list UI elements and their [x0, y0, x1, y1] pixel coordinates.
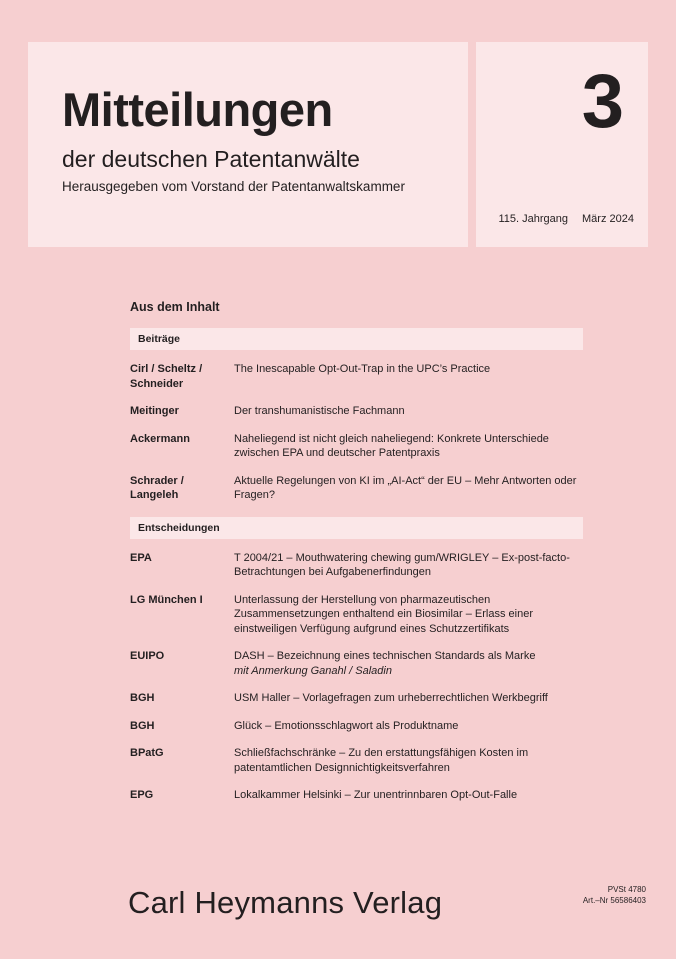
entry-title: Aktuelle Regelungen von KI im „AI-Act“ der EU – Mehr Antworten oder Fragen? — [234, 474, 577, 502]
contents-entry — [130, 404, 583, 419]
entry-author: EPG — [130, 789, 154, 802]
issue-meta — [476, 213, 634, 225]
entry-author: Ackermann — [130, 432, 190, 445]
contents-entry — [130, 362, 583, 391]
contents-entry — [130, 746, 583, 775]
journal-subtitle: der deutschen Patentanwälte — [62, 146, 360, 172]
article-number: Art.–Nr 56586403 — [582, 896, 646, 906]
entry-author: Meitinger — [130, 405, 179, 418]
entry-author: LG München I — [130, 593, 203, 606]
contents-list — [130, 300, 583, 816]
entry-title: T 2004/21 – Mouthwatering chewing gum/WRIGLEY – Ex-post-facto-Betrachtungen bei Aufgabenerfindungen — [234, 551, 570, 579]
contents-heading: Aus dem Inhalt — [130, 300, 220, 314]
entry-author: BGH — [130, 692, 155, 705]
contents-entry — [130, 788, 583, 803]
entry-title-text: DASH – Bezeichnung eines technischen Standards als Marke — [234, 650, 536, 663]
entry-title: Lokalkammer Helsinki – Zur unentrinnbaren Opt-Out-Falle — [234, 789, 518, 802]
contents-entry — [130, 719, 583, 734]
contents-entry — [130, 474, 583, 503]
issue-number: 3 — [581, 59, 624, 144]
contents-entry — [130, 691, 583, 706]
masthead-title-block — [28, 42, 468, 247]
entry-title: Der transhumanistische Fachmann — [234, 405, 405, 418]
publisher-name: Carl Heymanns Verlag — [128, 885, 443, 920]
entry-title: The Inescapable Opt-Out-Trap in the UPC’s Practice — [234, 363, 491, 375]
entry-author: EPA — [130, 551, 152, 564]
contents-entry — [130, 432, 583, 461]
masthead — [28, 42, 648, 247]
contents-entry — [130, 593, 583, 637]
entry-author: BGH — [130, 719, 155, 732]
contents-entry — [130, 649, 583, 678]
issue-volume: 115. Jahrgang — [498, 213, 569, 225]
issue-block — [476, 42, 648, 247]
entry-author: EUIPO — [130, 650, 165, 663]
entry-author: BPatG — [130, 747, 164, 760]
entry-author: Schrader / Langeleh — [130, 474, 184, 502]
section-header-beitraege: Beiträge — [130, 328, 583, 350]
pvst-code: PVSt 4780 — [607, 884, 646, 894]
entry-author: Cirl / Scheltz / Schneider — [130, 363, 203, 390]
issue-date: März 2024 — [582, 213, 634, 225]
entry-title — [234, 649, 583, 678]
entry-annotation: mit Anmerkung Ganahl / Saladin — [234, 664, 392, 677]
entry-title: Naheliegend ist nicht gleich naheliegend: Konkrete Unterschiede zwischen EPA und deutscher Patentpraxis — [234, 432, 549, 460]
entry-title: Schließfachschränke – Zu den erstattungsfähigen Kosten im patentamtlichen Designnichtigkeitsverfahren — [234, 747, 529, 774]
section-header-entscheidungen: Entscheidungen — [130, 517, 583, 539]
postal-codes — [583, 884, 646, 907]
contents-entry — [130, 551, 583, 580]
entry-title: Glück – Emotionsschlagwort als Produktname — [234, 719, 459, 732]
journal-publisher-note: Herausgegeben vom Vorstand der Patentanwaltskammer — [62, 179, 405, 194]
entry-title: USM Haller – Vorlagefragen zum urheberrechtlichen Werkbegriff — [234, 692, 548, 705]
entry-title: Unterlassung der Herstellung von pharmazeutischen Zusammensetzungen enthaltend ein Biosimilar – Erlass einer einstweiligen Verfügung aufgrund eines Schutzzertifikats — [234, 593, 533, 635]
journal-title: Mitteilungen — [62, 83, 333, 136]
